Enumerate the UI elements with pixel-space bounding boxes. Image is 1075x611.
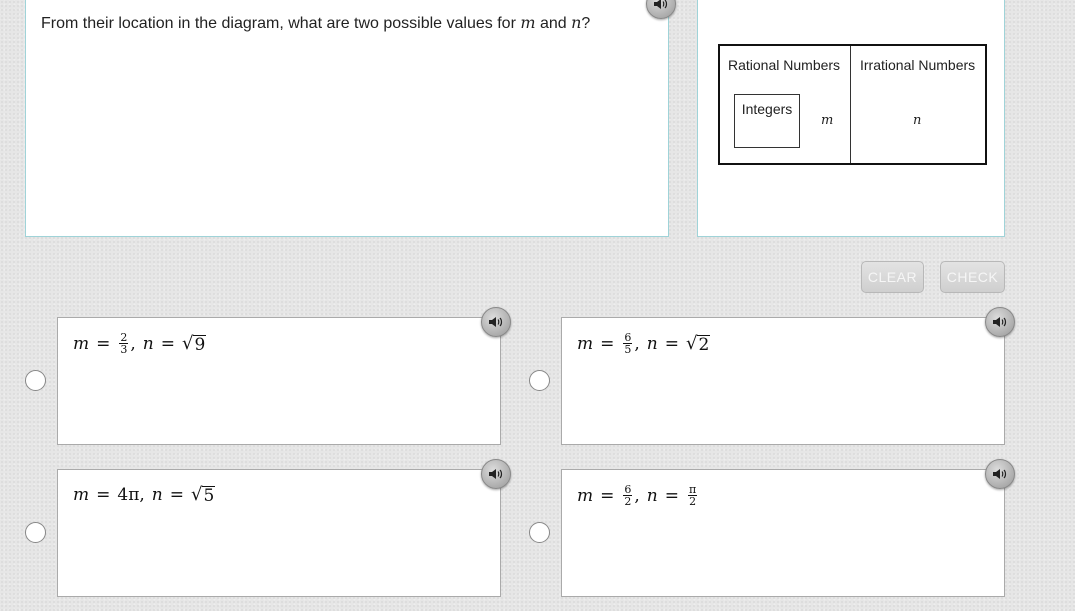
option-b-math: [577, 332, 710, 355]
option-c-eq: =: [96, 484, 111, 505]
integers-label: Integers: [741, 101, 793, 117]
option-c-radio[interactable]: [25, 522, 46, 543]
option-b-speaker-icon[interactable]: [985, 307, 1015, 337]
option-a-radio[interactable]: [25, 370, 46, 391]
diagram-m-label: m: [821, 113, 834, 128]
diagram-panel: [697, 0, 1005, 237]
option-a-eq: =: [96, 333, 111, 354]
question-suffix: ?: [581, 15, 591, 32]
question-text: [41, 13, 590, 33]
option-a-comma: ,: [130, 333, 136, 354]
speaker-icon: [653, 0, 669, 11]
option-a-m-den: 3: [120, 343, 128, 356]
option-a-n-eq: =: [160, 333, 175, 354]
option-d-n-den: 2: [689, 495, 697, 508]
rational-numbers-label: Rational Numbers: [728, 57, 841, 73]
option-b-m: m: [577, 333, 594, 354]
option-a-m-fraction: [119, 332, 128, 355]
option-a-n: n: [142, 333, 154, 354]
option-b-card[interactable]: [561, 317, 1005, 445]
option-c-math: [73, 484, 215, 505]
option-d-m-num: 6: [624, 483, 632, 496]
option-b-sqrt: [686, 333, 710, 354]
option-a-sqrt-sign: √: [181, 333, 194, 354]
diagram-divider: [850, 46, 851, 163]
option-d-n-fraction: [688, 484, 697, 507]
option-c-radicand: 5: [203, 486, 215, 506]
irrational-numbers-label: Irrational Numbers: [860, 57, 976, 73]
option-d-math: [577, 484, 699, 507]
clear-button[interactable]: CLEAR: [861, 261, 924, 293]
diagram-n-label: n: [913, 113, 922, 128]
option-b-m-num: 6: [624, 331, 632, 344]
option-a-sqrt: [182, 333, 206, 354]
option-c-speaker-icon[interactable]: [481, 459, 511, 489]
option-c-comma: ,: [139, 484, 145, 505]
check-button[interactable]: CHECK: [940, 261, 1005, 293]
option-b-n: n: [646, 333, 658, 354]
option-b-radicand: 2: [698, 335, 710, 355]
option-c-m: m: [73, 484, 90, 505]
option-b-radio[interactable]: [529, 370, 550, 391]
option-d-n-eq: =: [664, 485, 679, 506]
option-d-m: m: [577, 485, 594, 506]
speaker-icon: [992, 467, 1008, 481]
option-a-math: [73, 332, 206, 355]
option-a-radicand: 9: [194, 335, 206, 355]
option-d-card[interactable]: [561, 469, 1005, 597]
option-b-m-den: 5: [624, 343, 632, 356]
option-d-m-fraction: [623, 484, 632, 507]
number-diagram: [718, 44, 987, 165]
option-b-comma: ,: [634, 333, 640, 354]
integers-box: [734, 94, 800, 148]
option-a-m-num: 2: [120, 331, 128, 344]
option-c-card[interactable]: [57, 469, 501, 597]
option-a-speaker-icon[interactable]: [481, 307, 511, 337]
option-b-n-eq: =: [664, 333, 679, 354]
option-b-eq: =: [600, 333, 615, 354]
option-a-card[interactable]: [57, 317, 501, 445]
question-prefix: From their location in the diagram, what are two possible values for: [41, 15, 521, 32]
option-b-m-fraction: [623, 332, 632, 355]
option-c-sqrt: [191, 484, 215, 505]
option-d-radio[interactable]: [529, 522, 550, 543]
option-b-sqrt-sign: √: [685, 333, 698, 354]
question-var-m: m: [520, 13, 536, 32]
speaker-icon: [488, 467, 504, 481]
question-and: and: [535, 15, 572, 32]
question-panel: [25, 0, 669, 237]
option-c-sqrt-sign: √: [190, 484, 203, 505]
option-d-speaker-icon[interactable]: [985, 459, 1015, 489]
option-a-m: m: [73, 333, 90, 354]
option-d-n: n: [646, 485, 658, 506]
option-d-m-den: 2: [624, 495, 632, 508]
speaker-icon: [488, 315, 504, 329]
option-c-n: n: [151, 484, 163, 505]
option-d-comma: ,: [634, 485, 640, 506]
option-c-m-value: 4π: [117, 484, 140, 505]
speaker-icon: [992, 315, 1008, 329]
option-c-n-eq: =: [169, 484, 184, 505]
question-var-n: n: [571, 13, 582, 32]
option-d-eq: =: [600, 485, 615, 506]
option-d-n-num: π: [688, 483, 697, 496]
